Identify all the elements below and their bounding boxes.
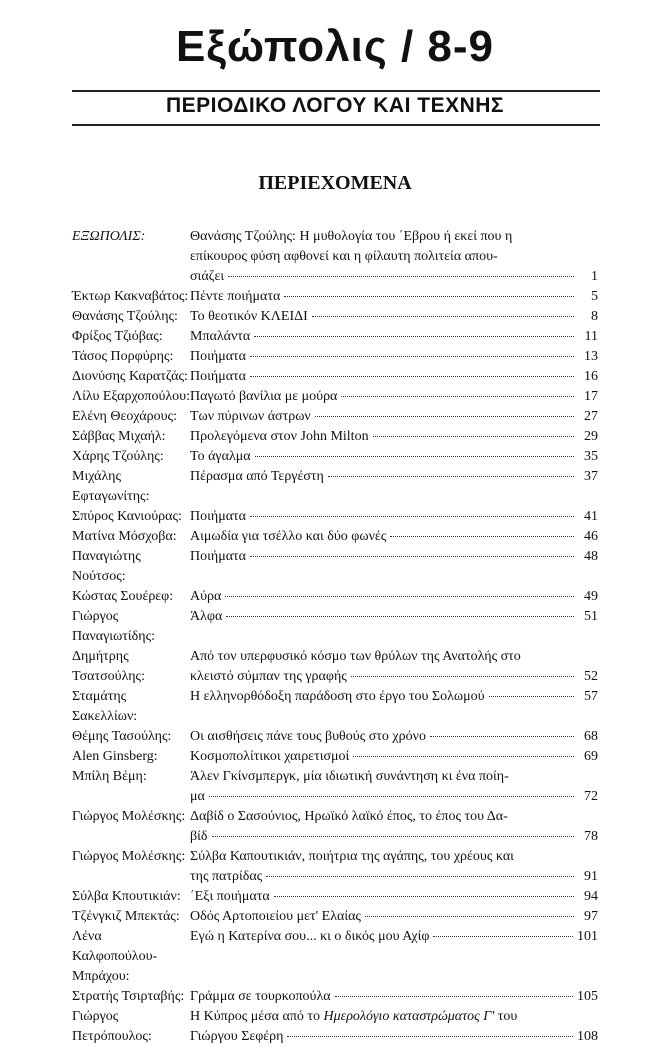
dot-leader <box>228 276 574 277</box>
title-line <box>190 447 598 467</box>
title-line <box>190 267 598 287</box>
title-text: Αύρα <box>190 589 222 604</box>
dot-leader <box>225 596 574 597</box>
dot-leader <box>255 456 574 457</box>
toc-entry <box>72 747 598 767</box>
title-line <box>190 907 598 927</box>
page-number: 1 <box>591 269 598 284</box>
entry-author: Στρατής Τσιρταβής: <box>72 989 185 1004</box>
page-number: 91 <box>584 869 598 884</box>
page-number: 57 <box>584 689 598 704</box>
title-line <box>190 247 598 267</box>
entry-author: Γιώργος Παναγιωτίδης: <box>72 609 156 644</box>
title-text: Το άγαλμα <box>190 449 251 464</box>
title-text: Άλφα <box>190 609 223 624</box>
entry-title <box>190 927 598 987</box>
entry-author: Τζένγκιζ Μπεκτάς: <box>72 909 180 924</box>
title-text: Γιώργου Σεφέρη <box>190 1029 284 1044</box>
dot-leader <box>284 296 574 297</box>
page-number: 105 <box>577 989 598 1004</box>
page-number: 69 <box>584 749 598 764</box>
magazine-subtitle: ΠΕΡΙΟΔΙΚΟ ΛΟΓΟΥ ΚΑΙ ΤΕΧΝΗΣ <box>165 94 505 117</box>
title-text: Πέντε ποιήματα <box>190 289 281 304</box>
toc-entry <box>72 847 598 887</box>
dot-leader <box>315 416 574 417</box>
page-number: 101 <box>577 929 598 944</box>
toc-entry <box>72 347 598 367</box>
dot-leader <box>328 476 574 477</box>
entry-author: Alen Ginsberg: <box>72 749 158 764</box>
entry-title <box>190 227 598 287</box>
entry-title <box>190 987 598 1007</box>
toc-entry <box>72 227 598 287</box>
title-text: Κοσμοπολίτικοι χαιρετισμοί <box>190 749 350 764</box>
title-line <box>190 387 598 407</box>
entry-title <box>190 467 598 507</box>
page-number: 16 <box>584 369 598 384</box>
toc-entry <box>72 927 598 987</box>
page-number: 41 <box>584 509 598 524</box>
entry-author: Δημήτρης Τσατσούλης: <box>72 649 145 684</box>
title-text: κλειστό σύμπαν της γραφής <box>190 669 347 684</box>
entry-author: Θέμης Τασούλης: <box>72 729 172 744</box>
title-text: Ποιήματα <box>190 369 246 384</box>
title-text: Σύλβα Καπουτικιάν, ποιήτρια της αγάπης, του χρέους και <box>190 849 514 864</box>
dot-leader <box>430 736 574 737</box>
toc-entry <box>72 467 598 507</box>
title-line <box>190 667 598 687</box>
dot-leader <box>353 756 574 757</box>
entry-title <box>190 307 598 327</box>
dot-leader <box>433 936 573 937</box>
entry-author: Χάρης Τζούλης: <box>72 449 164 464</box>
title-line <box>190 787 598 807</box>
title-line <box>190 507 598 527</box>
entry-author: Σταμάτης Σακελλίων: <box>72 689 138 724</box>
entry-author: Λένα Καλφοπούλου- Μπράχου: <box>72 929 158 984</box>
title-text: βίδ <box>190 829 208 844</box>
entry-title <box>190 327 598 347</box>
entry-title <box>190 527 598 547</box>
dot-leader <box>250 516 574 517</box>
title-line <box>190 867 598 887</box>
title-text: Ποιήματα <box>190 349 246 364</box>
entry-author: Παναγιώτης Νούτσος: <box>72 549 141 584</box>
page-number: 27 <box>584 409 598 424</box>
entry-author: Γιώργος Πετρόπουλος: <box>72 1009 152 1044</box>
toc-entry <box>72 367 598 387</box>
title-text: Δαβίδ ο Σασούνιος, Ηρωϊκό λαϊκό έπος, το έπος του Δα- <box>190 809 508 824</box>
title-line <box>190 547 598 567</box>
entry-author: Ματίνα Μόσχοβα: <box>72 529 177 544</box>
entry-author: Γιώργος Μολέσκης: <box>72 849 186 864</box>
page-number: 35 <box>584 449 598 464</box>
title-text: Αιμωδία για τσέλλο και δύο φωνές <box>190 529 387 544</box>
entry-title <box>190 907 598 927</box>
dot-leader <box>312 316 574 317</box>
dot-leader <box>226 616 574 617</box>
title-line <box>190 587 598 607</box>
dot-leader <box>341 396 574 397</box>
title-line <box>190 367 598 387</box>
title-line <box>190 767 598 787</box>
title-line <box>190 527 598 547</box>
entry-author: Λίλυ Εξαρχοπούλου: <box>72 389 190 404</box>
entry-title <box>190 547 598 587</box>
title-text: Προλεγόμενα στον John Milton <box>190 429 369 444</box>
toc-entry <box>72 647 598 687</box>
entry-author: Γιώργος Μολέσκης: <box>72 809 186 824</box>
dot-leader <box>274 896 574 897</box>
page-number: 29 <box>584 429 598 444</box>
dot-leader <box>335 996 573 997</box>
title-line <box>190 607 598 627</box>
page-number: 8 <box>591 309 598 324</box>
page-number: 51 <box>584 609 598 624</box>
dot-leader <box>250 376 574 377</box>
toc-entry <box>72 547 598 587</box>
title-line <box>190 1027 598 1047</box>
entry-title <box>190 447 598 467</box>
dot-leader <box>365 916 574 917</box>
title-text: Εγώ η Κατερίνα σου... κι ο δικός μου Αχίφ <box>190 929 430 944</box>
title-text: Ποιήματα <box>190 549 246 564</box>
title-text: ΄Εξι ποιήματα <box>190 889 270 904</box>
entry-title <box>190 1007 598 1047</box>
title-line <box>190 807 598 827</box>
entry-author: Κώστας Σουέρεφ: <box>72 589 174 604</box>
entry-author: Μιχάλης Εφταγωνίτης: <box>72 469 150 504</box>
toc-entry <box>72 387 598 407</box>
page-number: 37 <box>584 469 598 484</box>
title-text: επίκουρος φύση αφθονεί και η φίλαυτη πολιτεία απου- <box>190 249 498 264</box>
page-number: 94 <box>584 889 598 904</box>
entry-author: Θανάσης Τζούλης: <box>72 309 178 324</box>
toc-entry <box>72 687 598 727</box>
toc-entry <box>72 727 598 747</box>
title-text: Η ελληνορθόδοξη παράδοση στο έργο του Σολωμού <box>190 689 485 704</box>
toc-entry <box>72 807 598 847</box>
toc-entry <box>72 447 598 467</box>
toc-entry <box>72 307 598 327</box>
toc-entry <box>72 427 598 447</box>
title-text: μα <box>190 789 205 804</box>
page-number: 46 <box>584 529 598 544</box>
dot-leader <box>209 796 574 797</box>
title-line <box>190 987 598 1007</box>
toc-entry <box>72 1007 598 1047</box>
toc-entry <box>72 587 598 607</box>
dot-leader <box>266 876 574 877</box>
entry-title <box>190 887 598 907</box>
entry-author: Σάββας Μιχαήλ: <box>72 429 166 444</box>
toc-entry <box>72 507 598 527</box>
entry-author: Ελένη Θεοχάρους: <box>72 409 177 424</box>
title-text: της πατρίδας <box>190 869 263 884</box>
page-number: 68 <box>584 729 598 744</box>
title-line <box>190 747 598 767</box>
title-text: Των πύρινων άστρων <box>190 409 311 424</box>
title-line <box>190 1007 598 1027</box>
page-number: 49 <box>584 589 598 604</box>
entry-title <box>190 427 598 447</box>
entry-title <box>190 407 598 427</box>
title-text: Θανάσης Τζούλης: Η μυθολογία του ΄Εβρου ή εκεί που η <box>190 229 513 244</box>
entry-title <box>190 647 598 687</box>
title-text: Παγωτό βανίλια με μούρα <box>190 389 338 404</box>
entry-author: Διονύσης Καρατζάς: <box>72 369 188 384</box>
title-line <box>190 727 598 747</box>
page-number: 48 <box>584 549 598 564</box>
entry-title <box>190 387 598 407</box>
dot-leader <box>250 356 574 357</box>
title-text: Ποιήματα <box>190 509 246 524</box>
title-line <box>190 687 598 707</box>
toc-entry <box>72 887 598 907</box>
dot-leader <box>212 836 575 837</box>
toc-entry <box>72 527 598 547</box>
title-line <box>190 827 598 847</box>
title-text: Άλεν Γκίνσμπεργκ, μία ιδιωτική συνάντηση κι ένα ποίη- <box>190 769 509 784</box>
toc-entry <box>72 287 598 307</box>
dot-leader <box>287 1036 573 1037</box>
entry-title <box>190 587 598 607</box>
title-line <box>190 887 598 907</box>
entry-title <box>190 607 598 647</box>
title-line <box>190 347 598 367</box>
entry-author: Σύλβα Κπουτικιάν: <box>72 889 181 904</box>
page-number: 52 <box>584 669 598 684</box>
dot-leader <box>250 556 574 557</box>
entry-author: Τάσος Πορφύρης: <box>72 349 174 364</box>
entry-author: ΕΞΩΠΟΛΙΣ: <box>72 229 146 244</box>
title-text: Η Κύπρος μέσα από το Ημερολόγιο καταστρώματος Γ' του <box>190 1009 518 1024</box>
title-text: σιάζει <box>190 269 225 284</box>
title-italic-text: Ημερολόγιο καταστρώματος Γ' <box>323 1009 495 1024</box>
page-number: 72 <box>584 789 598 804</box>
entry-author: Σπύρος Κανιούρας: <box>72 509 182 524</box>
title-text: Πέρασμα από Τεργέστη <box>190 469 324 484</box>
entry-title <box>190 507 598 527</box>
dot-leader <box>373 436 574 437</box>
entry-title <box>190 287 598 307</box>
title-line <box>190 327 598 347</box>
dot-leader <box>390 536 574 537</box>
entry-title <box>190 807 598 847</box>
dot-leader <box>254 336 574 337</box>
title-line <box>190 227 598 247</box>
page-number: 17 <box>584 389 598 404</box>
contents-heading: ΠΕΡΙΕΧΟΜΕΝΑ <box>258 172 412 194</box>
title-line <box>190 427 598 447</box>
entry-title <box>190 747 598 767</box>
page-number: 13 <box>584 349 598 364</box>
toc-entry <box>72 987 598 1007</box>
page-number: 97 <box>584 909 598 924</box>
entry-title <box>190 347 598 367</box>
page-number: 5 <box>591 289 598 304</box>
title-text: Οι αισθήσεις πάνε τους βυθούς στο χρόνο <box>190 729 426 744</box>
title-text: Γράμμα σε τουρκοπούλα <box>190 989 331 1004</box>
dot-leader <box>489 696 574 697</box>
entry-title <box>190 767 598 807</box>
entry-title <box>190 687 598 727</box>
page-number: 108 <box>577 1029 598 1044</box>
toc-entry <box>72 407 598 427</box>
title-text: Μπαλάντα <box>190 329 251 344</box>
page-number: 11 <box>584 329 598 344</box>
entry-author: Έκτωρ Κακναβάτος: <box>72 289 189 304</box>
title-line <box>190 407 598 427</box>
entry-title <box>190 847 598 887</box>
table-of-contents <box>72 227 598 1047</box>
toc-entry <box>72 767 598 807</box>
dot-leader <box>351 676 574 677</box>
title-text: Το θεοτικόν ΚΛΕΙΔΙ <box>190 309 308 324</box>
title-text: Οδός Αρτοποιείου μετ' Ελαίας <box>190 909 361 924</box>
title-line <box>190 287 598 307</box>
title-line <box>190 647 598 667</box>
title-text: Από τον υπερφυσικό κόσμο των θρύλων της Ανατολής στο <box>190 649 521 664</box>
toc-entry <box>72 907 598 927</box>
toc-entry <box>72 607 598 647</box>
title-line <box>190 467 598 487</box>
title-line <box>190 847 598 867</box>
page-number: 78 <box>584 829 598 844</box>
entry-title <box>190 727 598 747</box>
bottom-rule <box>72 124 600 126</box>
entry-author: Φρίξος Τζιόβας: <box>72 329 163 344</box>
entry-author: Μπίλη Βέμη: <box>72 769 147 784</box>
toc-entry <box>72 327 598 347</box>
title-line <box>190 927 598 947</box>
magazine-masthead: Εξώπολις / 8-9 <box>175 22 495 71</box>
entry-title <box>190 367 598 387</box>
top-rule <box>72 90 600 92</box>
title-line <box>190 307 598 327</box>
